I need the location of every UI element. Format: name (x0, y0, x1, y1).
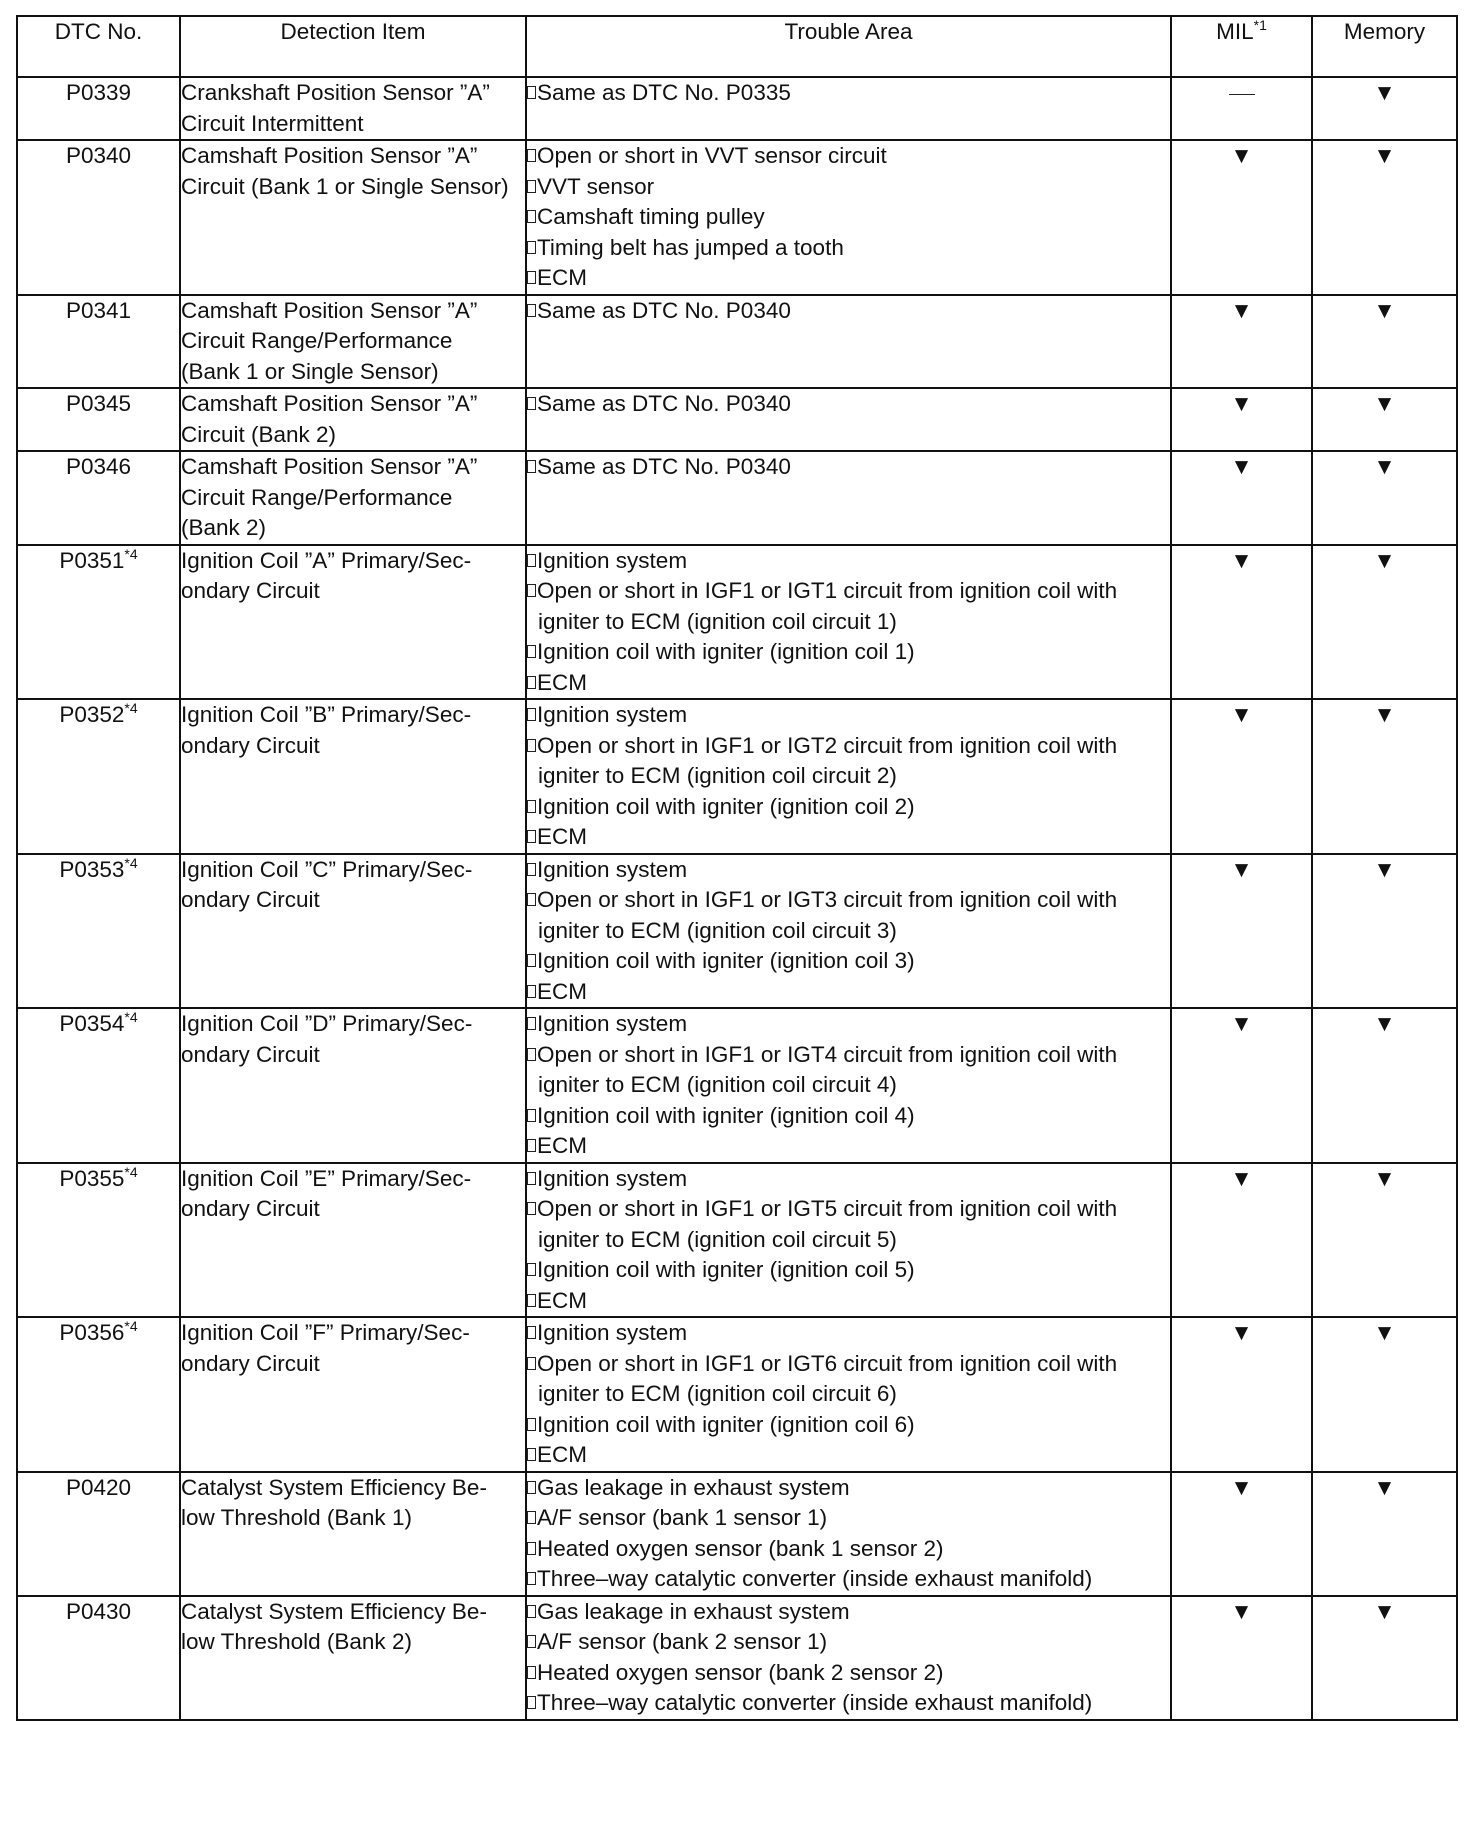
detection-item-line: ondary Circuit (181, 1041, 320, 1067)
dtc-code: P0346 (65, 454, 132, 479)
dtc-code-cell (17, 295, 180, 389)
trouble-area-line (527, 1009, 1170, 1040)
detection-item-line: Circuit (Bank 2) (181, 421, 337, 447)
table-row (17, 1317, 1457, 1472)
down-triangle-icon: ▼ (1373, 1011, 1396, 1036)
detection-item-line: Catalyst System Efficiency Be- (181, 1474, 487, 1500)
checkbox-bullet-icon (527, 1572, 536, 1585)
checkbox-bullet-icon (527, 460, 536, 473)
checkbox-bullet-icon (527, 180, 536, 193)
trouble-area-line (527, 1410, 1170, 1441)
down-triangle-icon: ▼ (1373, 856, 1396, 882)
down-triangle-icon: ▼ (1230, 856, 1253, 882)
dtc-footnote: *4 (124, 1318, 138, 1334)
checkbox-bullet-icon (527, 863, 536, 876)
trouble-area-text: Heated oxygen sensor (bank 1 sensor 2) (537, 1535, 944, 1561)
trouble-area-text: Gas leakage in exhaust system (537, 1474, 850, 1500)
detection-item-line: Ignition Coil ”E” Primary/Sec- (181, 1165, 472, 1191)
trouble-area-line (527, 1564, 1170, 1595)
trouble-area-line (527, 1194, 1170, 1225)
trouble-area-line (527, 452, 1170, 483)
checkbox-bullet-icon (527, 1511, 536, 1524)
down-triangle-icon: ▼ (1373, 80, 1396, 105)
trouble-area-text: Ignition coil with igniter (ignition coil 5) (537, 1257, 915, 1282)
detection-item-line: Camshaft Position Sensor ”A” (181, 391, 478, 416)
trouble-area-text: ECM (537, 265, 587, 290)
down-triangle-icon: ▼ (1230, 1320, 1253, 1345)
trouble-area-line (527, 822, 1170, 853)
trouble-area-text: Ignition coil with igniter (ignition coil 3) (537, 948, 915, 973)
trouble-area-line (527, 546, 1170, 577)
trouble-area-line (527, 233, 1170, 264)
dtc-code-cell (17, 1008, 180, 1163)
dtc-code: P0339 (65, 80, 132, 105)
dtc-code-cell (17, 1317, 180, 1472)
detection-item-line: ondary Circuit (181, 732, 320, 758)
table-row (17, 140, 1457, 295)
detection-item-cell (180, 1596, 526, 1720)
checkbox-bullet-icon (527, 584, 536, 597)
checkbox-bullet-icon (527, 1357, 536, 1370)
trouble-area-text: Camshaft timing pulley (537, 204, 765, 229)
trouble-area-line (527, 1225, 1170, 1256)
trouble-area-text: Open or short in IGF1 or IGT5 circuit from ignition coil with (537, 1196, 1118, 1221)
trouble-area-text: ECM (537, 824, 587, 849)
memory-cell (1312, 295, 1457, 389)
checkbox-bullet-icon (527, 893, 536, 906)
down-triangle-icon: ▼ (1373, 1474, 1396, 1500)
trouble-area-line (527, 172, 1170, 203)
detection-item-cell (180, 451, 526, 545)
trouble-area-line (527, 700, 1170, 731)
detection-item-line: low Threshold (Bank 2) (181, 1629, 412, 1654)
detection-item-cell (180, 388, 526, 451)
detection-item-cell (180, 1163, 526, 1318)
down-triangle-icon: ▼ (1230, 297, 1253, 323)
trouble-area-text: ECM (537, 1133, 587, 1158)
dtc-code: P0352 (59, 702, 125, 727)
memory-cell (1312, 1596, 1457, 1720)
checkbox-bullet-icon (527, 1542, 536, 1555)
trouble-area-line (527, 977, 1170, 1008)
trouble-area-text: Ignition system (537, 1165, 688, 1191)
down-triangle-icon: ▼ (1230, 143, 1253, 168)
table-row (17, 295, 1457, 389)
trouble-area-text: Open or short in IGF1 or IGT2 circuit from ignition coil with (537, 732, 1118, 758)
trouble-area-line (527, 576, 1170, 607)
down-triangle-icon: ▼ (1373, 547, 1396, 573)
trouble-area-text: Same as DTC No. P0340 (537, 454, 791, 479)
detection-item-line: Camshaft Position Sensor ”A” (181, 143, 478, 168)
header-detection-item: Detection Item (180, 16, 526, 77)
checkbox-bullet-icon (527, 985, 536, 998)
header-dtc-no: DTC No. (17, 16, 180, 77)
checkbox-bullet-icon (527, 1017, 536, 1030)
trouble-area-cell (526, 1163, 1171, 1318)
trouble-area-text: Ignition coil with igniter (ignition coil 6) (537, 1411, 915, 1437)
trouble-area-text: Gas leakage in exhaust system (537, 1598, 850, 1624)
down-triangle-icon: ▼ (1230, 1165, 1253, 1191)
detection-item-line: low Threshold (Bank 1) (181, 1505, 412, 1530)
trouble-area-cell (526, 1008, 1171, 1163)
table-row (17, 77, 1457, 140)
memory-cell (1312, 545, 1457, 700)
detection-item-cell (180, 699, 526, 854)
trouble-area-text: Ignition coil with igniter (ignition coil 1) (537, 639, 915, 664)
trouble-area-text: Ignition coil with igniter (ignition coil 2) (537, 793, 915, 819)
mil-cell (1171, 388, 1312, 451)
detection-item-line: Ignition Coil ”C” Primary/Sec- (181, 856, 473, 882)
down-triangle-icon: ▼ (1373, 391, 1396, 416)
trouble-area-text: Ignition system (537, 856, 688, 882)
detection-item-cell (180, 140, 526, 295)
checkbox-bullet-icon (527, 1696, 536, 1709)
memory-cell (1312, 140, 1457, 295)
dtc-code: P0430 (65, 1598, 132, 1624)
trouble-area-cell (526, 1317, 1171, 1472)
dtc-code-cell (17, 388, 180, 451)
detection-item-line: Ignition Coil ”B” Primary/Sec- (181, 702, 472, 727)
dtc-code: P0340 (65, 143, 132, 168)
detection-item-line: ondary Circuit (181, 1196, 320, 1221)
down-triangle-icon: ▼ (1230, 1011, 1253, 1036)
trouble-area-text: A/F sensor (bank 1 sensor 1) (537, 1505, 828, 1530)
detection-item-line: Circuit Intermittent (181, 110, 364, 136)
down-triangle-icon: ▼ (1373, 1165, 1396, 1191)
trouble-area-text: Open or short in IGF1 or IGT6 circuit from ignition coil with (537, 1350, 1118, 1376)
trouble-area-line (527, 916, 1170, 947)
detection-item-cell (180, 545, 526, 700)
trouble-area-text: igniter to ECM (ignition coil circuit 6) (538, 1381, 897, 1406)
header-trouble-area: Trouble Area (526, 16, 1171, 77)
dtc-code: P0341 (65, 297, 132, 323)
trouble-area-line (527, 668, 1170, 699)
table-row (17, 451, 1457, 545)
trouble-area-line (527, 1318, 1170, 1349)
trouble-area-text: ECM (537, 978, 587, 1004)
header-mil-label: MIL (1216, 19, 1254, 44)
trouble-area-text: Same as DTC No. P0340 (537, 297, 791, 323)
checkbox-bullet-icon (527, 149, 536, 162)
dtc-footnote: *4 (124, 700, 138, 716)
trouble-area-cell (526, 699, 1171, 854)
trouble-area-line (527, 1255, 1170, 1286)
dtc-code: P0353 (59, 856, 125, 882)
down-triangle-icon: ▼ (1230, 391, 1253, 416)
header-memory: Memory (1312, 16, 1457, 77)
down-triangle-icon: ▼ (1373, 1598, 1396, 1624)
trouble-area-line (527, 761, 1170, 792)
trouble-area-cell (526, 451, 1171, 545)
trouble-area-line (527, 607, 1170, 638)
checkbox-bullet-icon (527, 1481, 536, 1494)
memory-cell (1312, 699, 1457, 854)
trouble-area-line (527, 1349, 1170, 1380)
checkbox-bullet-icon (527, 1109, 536, 1122)
checkbox-bullet-icon (527, 1202, 536, 1215)
trouble-area-line (527, 946, 1170, 977)
checkbox-bullet-icon (527, 1139, 536, 1152)
detection-item-line: Ignition Coil ”A” Primary/Sec- (181, 547, 472, 573)
trouble-area-line (527, 389, 1170, 420)
dtc-code-cell (17, 140, 180, 295)
detection-item-line: Ignition Coil ”D” Primary/Sec- (181, 1011, 473, 1036)
checkbox-bullet-icon (527, 210, 536, 223)
mil-cell (1171, 699, 1312, 854)
checkbox-bullet-icon (527, 1294, 536, 1307)
table-row (17, 545, 1457, 700)
memory-cell (1312, 854, 1457, 1009)
dtc-code-cell (17, 1472, 180, 1596)
trouble-area-line (527, 792, 1170, 823)
trouble-area-line (527, 885, 1170, 916)
trouble-area-text: Three–way catalytic converter (inside exhaust manifold) (537, 1566, 1093, 1591)
trouble-area-line (527, 78, 1170, 109)
down-triangle-icon: ▼ (1230, 454, 1253, 479)
checkbox-bullet-icon (527, 1263, 536, 1276)
dtc-code: P0420 (65, 1474, 132, 1500)
trouble-area-line (527, 855, 1170, 886)
trouble-area-line (527, 1131, 1170, 1162)
mil-cell (1171, 545, 1312, 700)
trouble-area-text: igniter to ECM (ignition coil circuit 3) (538, 917, 897, 943)
trouble-area-text: Ignition system (537, 1011, 688, 1036)
trouble-area-cell (526, 77, 1171, 140)
trouble-area-text: Ignition system (537, 702, 688, 727)
table-row (17, 854, 1457, 1009)
detection-item-cell (180, 77, 526, 140)
trouble-area-text: Heated oxygen sensor (bank 2 sensor 2) (537, 1659, 944, 1685)
mil-cell (1171, 140, 1312, 295)
memory-cell (1312, 388, 1457, 451)
detection-item-line: (Bank 2) (181, 515, 267, 540)
down-triangle-icon: ▼ (1373, 702, 1396, 727)
dtc-code-cell (17, 451, 180, 545)
memory-cell (1312, 1472, 1457, 1596)
trouble-area-line (527, 1379, 1170, 1410)
checkbox-bullet-icon (527, 397, 536, 410)
checkbox-bullet-icon (527, 954, 536, 967)
detection-item-line: Circuit Range/Performance (181, 484, 453, 510)
down-triangle-icon: ▼ (1230, 702, 1253, 727)
memory-cell (1312, 1317, 1457, 1472)
trouble-area-text: Ignition system (537, 547, 688, 573)
mil-cell (1171, 1472, 1312, 1596)
header-mil-footnote: *1 (1253, 17, 1267, 33)
checkbox-bullet-icon (527, 708, 536, 721)
trouble-area-text: VVT sensor (537, 173, 655, 199)
mil-cell (1171, 77, 1312, 140)
dtc-footnote: *4 (124, 1009, 138, 1025)
checkbox-bullet-icon (527, 1605, 536, 1618)
detection-item-line: Crankshaft Position Sensor ”A” (181, 80, 490, 105)
header-mil (1171, 16, 1312, 77)
detection-item-line: Camshaft Position Sensor ”A” (181, 454, 478, 479)
trouble-area-cell (526, 388, 1171, 451)
detection-item-cell (180, 1008, 526, 1163)
detection-item-line: Catalyst System Efficiency Be- (181, 1598, 487, 1624)
detection-item-cell (180, 1472, 526, 1596)
table-row (17, 1163, 1457, 1318)
trouble-area-text: Open or short in IGF1 or IGT3 circuit from ignition coil with (537, 887, 1118, 912)
trouble-area-line (527, 1534, 1170, 1565)
trouble-area-cell (526, 295, 1171, 389)
down-triangle-icon: ▼ (1373, 143, 1396, 168)
detection-item-line: Circuit (Bank 1 or Single Sensor) (181, 173, 509, 199)
checkbox-bullet-icon (527, 1448, 536, 1461)
dtc-code-cell (17, 1596, 180, 1720)
checkbox-bullet-icon (527, 739, 536, 752)
dash-icon (1229, 94, 1255, 95)
checkbox-bullet-icon (527, 1326, 536, 1339)
detection-item-cell (180, 854, 526, 1009)
dtc-table (16, 15, 1458, 1721)
checkbox-bullet-icon (527, 1635, 536, 1648)
trouble-area-cell (526, 140, 1171, 295)
detection-item-line: ondary Circuit (181, 887, 320, 912)
checkbox-bullet-icon (527, 1418, 536, 1431)
trouble-area-line (527, 1473, 1170, 1504)
table-row (17, 1472, 1457, 1596)
mil-cell (1171, 1163, 1312, 1318)
trouble-area-cell (526, 1596, 1171, 1720)
trouble-area-cell (526, 854, 1171, 1009)
trouble-area-line (527, 1658, 1170, 1689)
checkbox-bullet-icon (527, 241, 536, 254)
trouble-area-text: Timing belt has jumped a tooth (537, 234, 844, 260)
dtc-footnote: *4 (124, 545, 138, 562)
trouble-area-text: ECM (537, 1287, 587, 1313)
down-triangle-icon: ▼ (1373, 454, 1396, 479)
trouble-area-cell (526, 1472, 1171, 1596)
table-row (17, 1008, 1457, 1163)
down-triangle-icon: ▼ (1373, 297, 1396, 323)
trouble-area-line (527, 1164, 1170, 1195)
header-row (17, 16, 1457, 77)
checkbox-bullet-icon (527, 830, 536, 843)
trouble-area-line (527, 296, 1170, 327)
mil-cell (1171, 854, 1312, 1009)
detection-item-line: Circuit Range/Performance (181, 328, 453, 353)
checkbox-bullet-icon (527, 800, 536, 813)
trouble-area-text: Ignition coil with igniter (ignition coil 4) (537, 1102, 915, 1128)
trouble-area-line (527, 141, 1170, 172)
trouble-area-line (527, 1597, 1170, 1628)
dtc-code: P0345 (65, 391, 132, 416)
detection-item-cell (180, 1317, 526, 1472)
dtc-code: P0356 (59, 1320, 125, 1345)
dtc-code: P0355 (59, 1165, 125, 1191)
detection-item-line: Camshaft Position Sensor ”A” (181, 297, 478, 323)
trouble-area-line (527, 1070, 1170, 1101)
trouble-area-text: ECM (537, 1442, 587, 1467)
checkbox-bullet-icon (527, 676, 536, 689)
dtc-code-cell (17, 699, 180, 854)
trouble-area-text: A/F sensor (bank 2 sensor 1) (537, 1629, 828, 1654)
mil-cell (1171, 451, 1312, 545)
dtc-code-cell (17, 854, 180, 1009)
trouble-area-text: Same as DTC No. P0335 (537, 80, 791, 105)
trouble-area-text: Open or short in IGF1 or IGT4 circuit from ignition coil with (537, 1041, 1118, 1067)
detection-item-line: ondary Circuit (181, 578, 320, 603)
trouble-area-text: Open or short in VVT sensor circuit (537, 143, 887, 168)
detection-item-line: Ignition Coil ”F” Primary/Sec- (181, 1320, 470, 1345)
trouble-area-text: igniter to ECM (ignition coil circuit 1) (538, 608, 897, 634)
detection-item-line: (Bank 1 or Single Sensor) (181, 358, 439, 384)
checkbox-bullet-icon (527, 554, 536, 567)
dtc-code-cell (17, 545, 180, 700)
trouble-area-line (527, 1040, 1170, 1071)
trouble-area-line (527, 1627, 1170, 1658)
trouble-area-line (527, 1440, 1170, 1471)
mil-cell (1171, 1317, 1312, 1472)
checkbox-bullet-icon (527, 1666, 536, 1679)
trouble-area-text: Ignition system (537, 1320, 688, 1345)
checkbox-bullet-icon (527, 645, 536, 658)
down-triangle-icon: ▼ (1230, 1598, 1253, 1624)
memory-cell (1312, 1163, 1457, 1318)
trouble-area-line (527, 1503, 1170, 1534)
down-triangle-icon: ▼ (1373, 1320, 1396, 1345)
mil-cell (1171, 1596, 1312, 1720)
mil-cell (1171, 295, 1312, 389)
mil-cell (1171, 1008, 1312, 1163)
memory-cell (1312, 77, 1457, 140)
checkbox-bullet-icon (527, 86, 536, 99)
detection-item-cell (180, 295, 526, 389)
dtc-code: P0354 (59, 1011, 125, 1036)
checkbox-bullet-icon (527, 271, 536, 284)
dtc-footnote: *4 (124, 854, 138, 871)
trouble-area-line (527, 731, 1170, 762)
detection-item-line: ondary Circuit (181, 1350, 320, 1376)
trouble-area-text: Three–way catalytic converter (inside exhaust manifold) (537, 1690, 1093, 1715)
trouble-area-text: Same as DTC No. P0340 (537, 391, 791, 416)
checkbox-bullet-icon (527, 304, 536, 317)
trouble-area-line (527, 1688, 1170, 1719)
trouble-area-line (527, 202, 1170, 233)
trouble-area-text: igniter to ECM (ignition coil circuit 2) (538, 763, 897, 788)
checkbox-bullet-icon (527, 1048, 536, 1061)
table-row (17, 1596, 1457, 1720)
down-triangle-icon: ▼ (1230, 1474, 1253, 1500)
table-body (17, 77, 1457, 1720)
table-row (17, 699, 1457, 854)
memory-cell (1312, 1008, 1457, 1163)
table-row (17, 388, 1457, 451)
checkbox-bullet-icon (527, 1172, 536, 1185)
dtc-footnote: *4 (124, 1163, 138, 1180)
trouble-area-line (527, 637, 1170, 668)
down-triangle-icon: ▼ (1230, 547, 1253, 573)
trouble-area-text: Open or short in IGF1 or IGT1 circuit from ignition coil with (537, 578, 1118, 603)
trouble-area-cell (526, 545, 1171, 700)
trouble-area-line (527, 263, 1170, 294)
trouble-area-line (527, 1286, 1170, 1317)
trouble-area-text: ECM (537, 669, 587, 695)
trouble-area-line (527, 1101, 1170, 1132)
trouble-area-text: igniter to ECM (ignition coil circuit 5) (538, 1226, 897, 1252)
memory-cell (1312, 451, 1457, 545)
dtc-code-cell (17, 77, 180, 140)
dtc-code: P0351 (59, 547, 125, 573)
trouble-area-text: igniter to ECM (ignition coil circuit 4) (538, 1072, 897, 1097)
dtc-code-cell (17, 1163, 180, 1318)
